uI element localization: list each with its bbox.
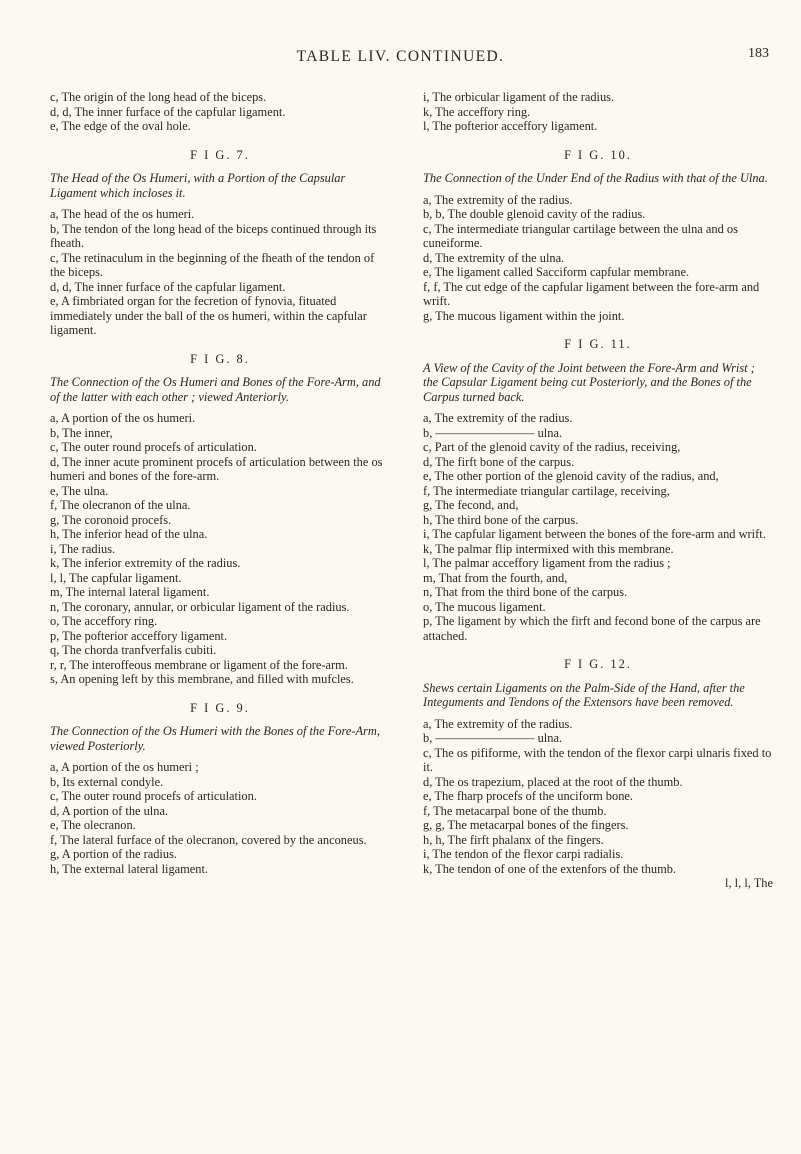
legend-entry: g, The fecond, and,: [423, 498, 519, 512]
figure-heading: F I G. 9.: [190, 700, 250, 715]
legend-entry: f, f, The cut edge of the capfular ligament between the fore-arm and wrift.: [423, 279, 760, 308]
legend-entry: b, The inner,: [50, 425, 113, 440]
legend-entry: k, The inferior extremity of the radius.: [50, 556, 241, 570]
legend-entry: i, The tendon of the flexor carpi radialis.: [423, 847, 624, 861]
figure-title: The Connection of the Os Humeri with the Bones of the Fore-Arm, viewed Posteriorly.: [50, 724, 380, 753]
legend-entry: a, The head of the os humeri.: [50, 207, 195, 221]
legend-entry: b, Its external condyle.: [50, 774, 164, 789]
legend-entry: c, The outer round procefs of articulation.: [50, 440, 257, 454]
legend-entry: p, The ligament by which the firft and fecond bone of the carpus are attached.: [423, 614, 761, 643]
legend-entry: d, d, The inner furface of the capfular ligament.: [50, 104, 286, 119]
legend-entry: f, The lateral furface of the olecranon, covered by the anconeus.: [50, 832, 367, 847]
figure-title: The Head of the Os Humeri, with a Portion of the Capsular Ligament which incloses it.: [50, 171, 346, 200]
legend-entry: n, That from the third bone of the carpus.: [423, 585, 628, 599]
legend-entry: e, The ulna.: [50, 483, 109, 498]
legend-entry: q, The chorda tranfverfalis cubiti.: [50, 643, 217, 657]
legend-entry: e, A fimbriated organ for the fecretion of fynovia, fituated immediately under the ball of the os humeri, within the capfular ligament.: [50, 294, 367, 337]
legend-entry: h, The external lateral ligament.: [50, 861, 209, 876]
legend-entry: r, r, The interoffeous membrane or ligament of the fore-arm.: [50, 657, 348, 672]
legend-entry: l, l, The capfular ligament.: [50, 570, 182, 585]
legend-entry: b, ———————— ulna.: [423, 731, 563, 745]
legend-entry: k, The tendon of one of the extenfors of the thumb.: [423, 861, 677, 876]
legend-entry: a, A portion of the os humeri.: [50, 411, 196, 425]
legend-entry: h, h, The firft phalanx of the fingers.: [423, 832, 604, 847]
legend-entry: d, The os trapezium, placed at the root of the thumb.: [423, 774, 683, 789]
running-head: TABLE LIV. CONTINUED.: [296, 48, 505, 65]
catchword: l, l, l, The: [725, 876, 773, 890]
legend-entry: c, The retinaculum in the beginning of the fheath of the tendon of the biceps.: [50, 250, 375, 279]
legend-entry: c, The origin of the long head of the biceps.: [50, 90, 267, 104]
figure-heading: F I G. 12.: [564, 657, 632, 671]
figure-title: Shews certain Ligaments on the Palm-Side of the Hand, after the Integuments and Tendons of the Extensors have been removed.: [423, 680, 745, 709]
legend-entry: e, The ligament called Sacciform capfular membrane.: [423, 265, 690, 279]
legend-entry: g, The coronoid procefs.: [50, 512, 172, 527]
figure-title: The Connection of the Os Humeri and Bones of the Fore-Arm, and of the latter with each other ; viewed Anteriorly.: [50, 375, 381, 404]
legend-entry: c, The os pififorme, with the tendon of the flexor carpi ulnaris fixed to it.: [423, 745, 772, 774]
legend-entry: d, The firft bone of the carpus.: [423, 454, 575, 469]
legend-entry: h, The third bone of the carpus.: [423, 512, 579, 527]
legend-entry: h, The inferior head of the ulna.: [50, 527, 208, 541]
legend-entry: k, The acceffory ring.: [423, 104, 531, 119]
legend-entry: g, g, The metacarpal bones of the fingers.: [423, 818, 629, 832]
legend-entry: e, The edge of the oval hole.: [50, 119, 191, 133]
legend-entry: i, The orbicular ligament of the radius.: [423, 90, 615, 104]
legend-entry: d, The inner acute prominent procefs of articulation between the os humeri and bones of the fore-arm.: [50, 454, 383, 483]
legend-entry: i, The capfular ligament between the bones of the fore-arm and wrift.: [423, 527, 766, 541]
legend-entry: i, The radius.: [50, 541, 116, 556]
legend-entry: b, b, The double glenoid cavity of the radius.: [423, 207, 646, 221]
legend-entry: e, The olecranon.: [50, 818, 136, 832]
legend-entry: m, That from the fourth, and,: [423, 570, 568, 585]
legend-entry: l, The palmar acceffory ligament from the radius ;: [423, 556, 671, 570]
legend-entry: a, The extremity of the radius.: [423, 192, 573, 207]
legend-entry: b, ———————— ulna.: [423, 425, 563, 440]
legend-entry: a, The extremity of the radius.: [423, 716, 573, 731]
legend-entry: p, The pofterior acceffory ligament.: [50, 628, 228, 643]
right-column: [423, 90, 773, 891]
figure-heading: F I G. 8.: [190, 351, 250, 366]
figure-title: The Connection of the Under End of the Radius with that of the Ulna.: [423, 171, 768, 185]
legend-entry: n, The coronary, annular, or orbicular ligament of the radius.: [50, 599, 350, 614]
legend-entry: c, Part of the glenoid cavity of the radius, receiving,: [423, 440, 681, 454]
legend-entry: c, The intermediate triangular cartilage between the ulna and os cuneiforme.: [423, 221, 738, 250]
legend-entry: f, The intermediate triangular cartilage, receiving,: [423, 483, 670, 498]
page-number: 183: [748, 46, 769, 61]
legend-entry: m, The internal lateral ligament.: [50, 585, 210, 599]
legend-entry: k, The palmar flip intermixed with this membrane.: [423, 541, 674, 556]
figure-heading: F I G. 11.: [564, 337, 632, 351]
legend-entry: f, The metacarpal bone of the thumb.: [423, 803, 607, 818]
figure-heading: F I G. 7.: [190, 147, 250, 162]
legend-entry: d, The extremity of the ulna.: [423, 250, 565, 265]
legend-entry: g, A portion of the radius.: [50, 847, 177, 861]
legend-entry: l, The pofterior acceffory ligament.: [423, 119, 598, 133]
legend-entry: d, d, The inner furface of the capfular ligament.: [50, 279, 286, 294]
legend-entry: s, An opening left by this membrane, and filled with mufcles.: [50, 672, 354, 686]
legend-entry: b, The tendon of the long head of the biceps continued through its fheath.: [50, 221, 377, 250]
legend-entry: c, The outer round procefs of articulation.: [50, 789, 257, 803]
legend-entry: a, A portion of the os humeri ;: [50, 760, 199, 774]
legend-entry: o, The acceffory ring.: [50, 614, 158, 628]
legend-entry: e, The other portion of the glenoid cavity of the radius, and,: [423, 469, 719, 483]
legend-entry: d, A portion of the ulna.: [50, 803, 169, 818]
left-column: [50, 90, 390, 876]
legend-entry: o, The mucous ligament.: [423, 599, 546, 614]
legend-entry: f, The olecranon of the ulna.: [50, 498, 191, 512]
figure-heading: F I G. 10.: [564, 147, 632, 162]
legend-entry: a, The extremity of the radius.: [423, 411, 573, 425]
figure-title: A View of the Cavity of the Joint between the Fore-Arm and Wrist ; the Capsular Ligament being cut Posteriorly, and the Bones of the Carpus turned back.: [423, 360, 755, 404]
legend-entry: g, The mucous ligament within the joint.: [423, 308, 625, 323]
legend-entry: e, The fharp procefs of the unciform bone.: [423, 789, 633, 803]
